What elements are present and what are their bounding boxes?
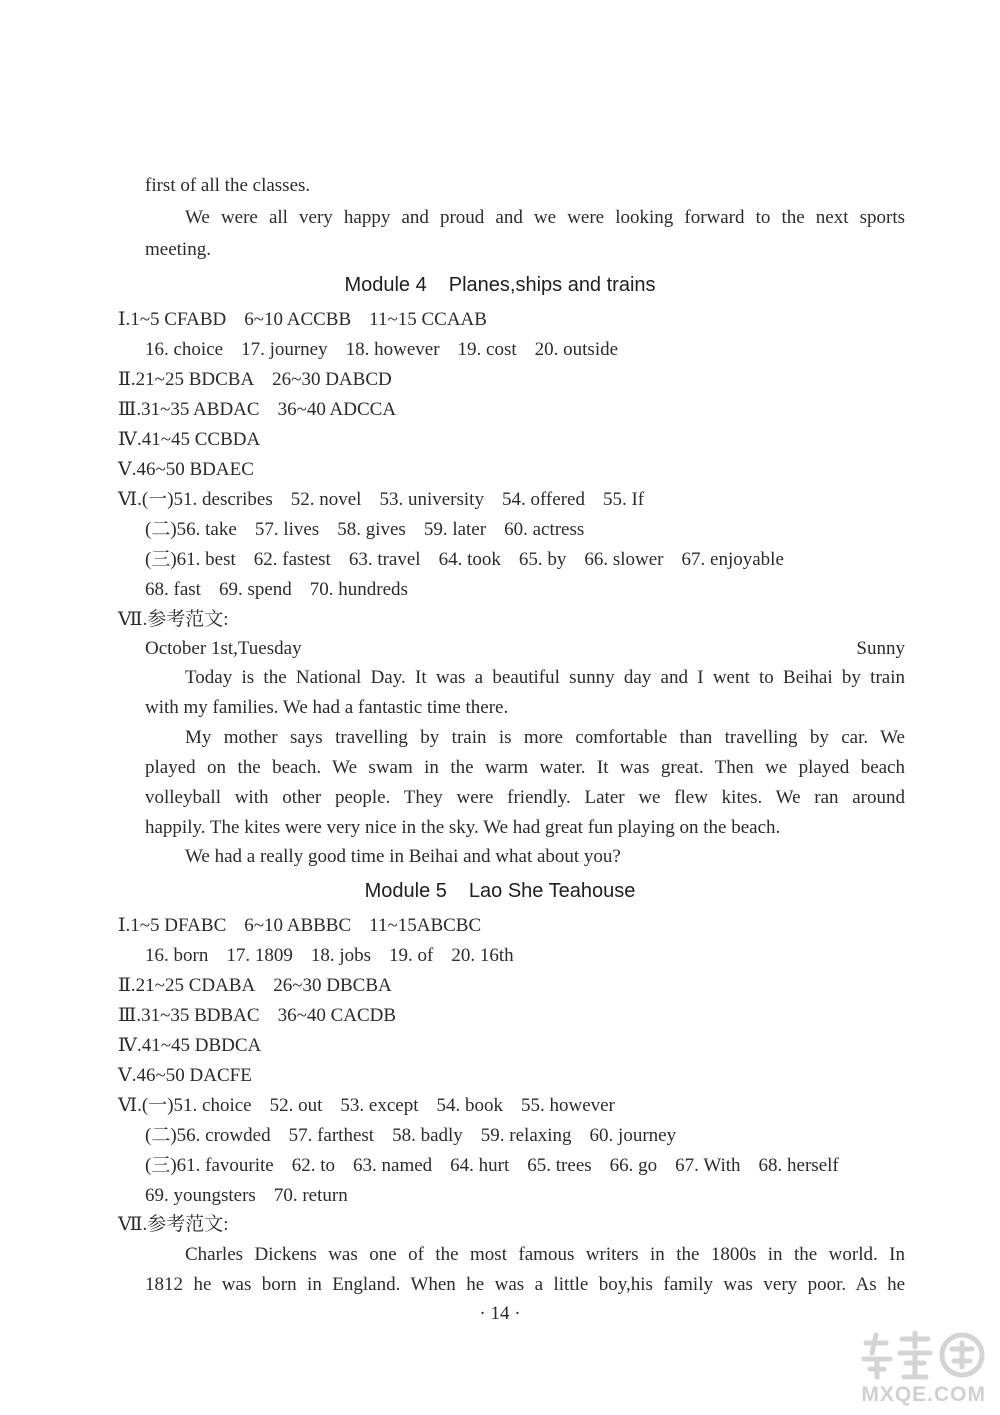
m5-section-5 xyxy=(118,1064,878,1088)
m5-word: 58. badly xyxy=(392,1125,463,1146)
m4-word: 17. journey xyxy=(241,339,328,360)
watermark-logo-icon xyxy=(858,1329,988,1381)
watermark-site-text: MXQE.COM xyxy=(861,1383,986,1406)
m5-essay-line: Charles Dickens was one of the most famous writers in the 1800s in the world. In xyxy=(185,1244,905,1265)
m5-s1-c: 11~15ABCBC xyxy=(369,915,482,936)
m4-s1-label: Ⅰ. xyxy=(118,309,131,330)
essay-line: Today is the National Day. It was a beautiful sunny day and I went to Beihai by train xyxy=(185,667,905,688)
m5-word: 20. 16th xyxy=(451,945,514,966)
m5-s3-b: 36~40 CACDB xyxy=(277,1005,397,1026)
m4-s3-label: Ⅲ. xyxy=(118,399,142,420)
m5-s4-label: Ⅳ. xyxy=(118,1035,142,1056)
m4-s1-b: 6~10 ACCBB xyxy=(244,309,352,330)
essay-line: My mother says travelling by train is more comfortable than travelling by car. We xyxy=(185,727,905,748)
m5-essay-line: 1812 he was born in England. When he was a little boy,his family was very poor. As he xyxy=(145,1274,905,1295)
module-4-label: Module 4 xyxy=(344,274,427,296)
m4-s1-c: 11~15 CCAAB xyxy=(369,309,487,330)
module-5-heading xyxy=(0,878,1000,904)
essay-line: played on the beach. We swam in the warm water. It was great. Then we played beach xyxy=(145,757,905,778)
m4-s3-b: 36~40 ADCCA xyxy=(277,399,397,420)
module-4-title: Planes,ships and trains xyxy=(448,274,656,296)
m5-word: 52. out xyxy=(269,1095,323,1116)
watermark-logo xyxy=(858,1329,988,1407)
m5-section-6-part-2 xyxy=(145,1124,905,1148)
m4-word: 58. gives xyxy=(337,519,406,540)
essay-line: We had a really good time in Beihai and what about you? xyxy=(185,846,621,867)
m5-word: 54. book xyxy=(436,1095,503,1116)
m5-s6-p3: (三)61. favourite xyxy=(145,1155,274,1176)
m4-s5-a: 46~50 BDAEC xyxy=(136,459,254,480)
m5-word: 63. named xyxy=(353,1155,433,1176)
m4-section-1 xyxy=(118,308,878,332)
m5-word: 59. relaxing xyxy=(480,1125,572,1146)
m5-s2-b: 26~30 DBCBA xyxy=(273,975,392,996)
m4-word: 67. enjoyable xyxy=(681,549,784,570)
m4-word: 55. If xyxy=(602,489,645,510)
m5-s2-label: Ⅱ. xyxy=(118,975,136,996)
m5-section-4 xyxy=(118,1034,878,1058)
diary-header xyxy=(145,637,905,661)
m5-s3-label: Ⅲ. xyxy=(118,1005,142,1026)
m5-word: 62. to xyxy=(291,1155,336,1176)
m4-section-2 xyxy=(118,368,878,392)
m4-word: 68. fast xyxy=(145,579,201,600)
module-4-heading xyxy=(0,272,1000,298)
m4-word: 57. lives xyxy=(254,519,320,540)
m4-word: 53. university xyxy=(379,489,484,510)
m5-section-7-label: Ⅶ.参考范文: xyxy=(118,1214,229,1235)
intro-line-3: meeting. xyxy=(145,239,211,260)
m4-word: 70. hundreds xyxy=(309,579,408,600)
m5-s4-a: 41~45 DBDCA xyxy=(141,1035,262,1056)
m4-word: 62. fastest xyxy=(253,549,331,570)
m5-word: 66. go xyxy=(609,1155,658,1176)
m5-word: 17. 1809 xyxy=(226,945,293,966)
m5-section-6-part-3 xyxy=(145,1154,905,1178)
m4-s2-a: 21~25 BDCBA xyxy=(135,369,255,390)
m5-s1-label: Ⅰ. xyxy=(118,915,131,936)
m4-word: 20. outside xyxy=(534,339,619,360)
m4-s6-p2: (二)56. take xyxy=(145,519,237,540)
m5-s6-p1: (一)51. choice xyxy=(141,1095,252,1116)
m5-s5-label: Ⅴ. xyxy=(118,1065,137,1086)
m5-s3-a: 31~35 BDBAC xyxy=(141,1005,260,1026)
m4-s4-label: Ⅳ. xyxy=(118,429,142,450)
m4-word: 54. offered xyxy=(501,489,585,510)
m4-word: 66. slower xyxy=(584,549,664,570)
m5-s1-a: 1~5 DFABC xyxy=(130,915,227,936)
m4-word: 16. choice xyxy=(145,339,224,360)
m4-section-6-part-3 xyxy=(145,548,905,572)
m4-section-7-label: Ⅶ.参考范文: xyxy=(118,609,229,630)
m5-word: 53. except xyxy=(340,1095,419,1116)
essay-line: happily. The kites were very nice in the sky. We had great fun playing on the beach. xyxy=(145,817,781,838)
m4-s2-label: Ⅱ. xyxy=(118,369,136,390)
m4-section-6-part-3b xyxy=(145,578,905,602)
m5-section-1 xyxy=(118,914,878,938)
m5-s5-a: 46~50 DACFE xyxy=(136,1065,252,1086)
m5-word: 57. farthest xyxy=(288,1125,375,1146)
essay-line: volleyball with other people. They were friendly. Later we flew kites. We ran around xyxy=(145,787,905,808)
m5-word: 19. of xyxy=(389,945,434,966)
m5-section-6-part-3b xyxy=(145,1184,905,1208)
m4-section-6-part-1 xyxy=(118,488,878,512)
m4-word: 63. travel xyxy=(348,549,421,570)
m4-word: 64. took xyxy=(438,549,501,570)
module-5-title: Lao She Teahouse xyxy=(468,880,636,902)
m5-section-2 xyxy=(118,974,878,998)
m4-section-3 xyxy=(118,398,878,422)
m5-section-6-part-1 xyxy=(118,1094,878,1118)
m5-section-3 xyxy=(118,1004,878,1028)
m4-word: 19. cost xyxy=(457,339,517,360)
m5-word: 18. jobs xyxy=(310,945,372,966)
m4-s2-b: 26~30 DABCD xyxy=(272,369,392,390)
m5-s6-label: Ⅵ. xyxy=(118,1095,142,1116)
m5-word: 60. journey xyxy=(589,1125,677,1146)
page-number: · 14 · xyxy=(479,1303,521,1324)
m5-s2-a: 21~25 CDABA xyxy=(135,975,256,996)
m4-s1-a: 1~5 CFABD xyxy=(130,309,227,330)
m5-word: 70. return xyxy=(273,1185,348,1206)
m4-section-6-part-2 xyxy=(145,518,905,542)
diary-date: October 1st,Tuesday xyxy=(145,638,302,659)
m4-word: 18. however xyxy=(345,339,440,360)
m5-s1-b: 6~10 ABBBC xyxy=(244,915,352,936)
m5-word: 69. youngsters xyxy=(145,1185,256,1206)
m5-word: 68. herself xyxy=(758,1155,839,1176)
m4-section-1-words xyxy=(145,338,905,362)
m4-s4-a: 41~45 CCBDA xyxy=(141,429,261,450)
m5-word: 16. born xyxy=(145,945,209,966)
m5-word: 64. hurt xyxy=(450,1155,510,1176)
m4-s5-label: Ⅴ. xyxy=(118,459,137,480)
m4-word: 59. later xyxy=(423,519,487,540)
m4-s6-p3: (三)61. best xyxy=(145,549,236,570)
m4-section-5 xyxy=(118,458,878,482)
module-5-label: Module 5 xyxy=(364,880,447,902)
m4-word: 69. spend xyxy=(218,579,292,600)
m4-s6-p1: (一)51. describes xyxy=(141,489,273,510)
m4-word: 52. novel xyxy=(290,489,362,510)
m5-section-1-words xyxy=(145,944,905,968)
intro-line-2: We were all very happy and proud and we were looking forward to the next sports xyxy=(185,207,905,228)
essay-line: with my families. We had a fantastic time there. xyxy=(145,697,509,718)
m4-s3-a: 31~35 ABDAC xyxy=(141,399,260,420)
m4-word: 65. by xyxy=(518,549,567,570)
intro-line-1: first of all the classes. xyxy=(145,175,311,196)
m5-s6-p2: (二)56. crowded xyxy=(145,1125,271,1146)
m4-s6-label: Ⅵ. xyxy=(118,489,142,510)
diary-weather: Sunny xyxy=(856,638,905,659)
m5-word: 55. however xyxy=(520,1095,615,1116)
m4-word: 60. actress xyxy=(504,519,585,540)
m5-word: 67. With xyxy=(675,1155,741,1176)
m4-section-4 xyxy=(118,428,878,452)
m5-word: 65. trees xyxy=(527,1155,592,1176)
